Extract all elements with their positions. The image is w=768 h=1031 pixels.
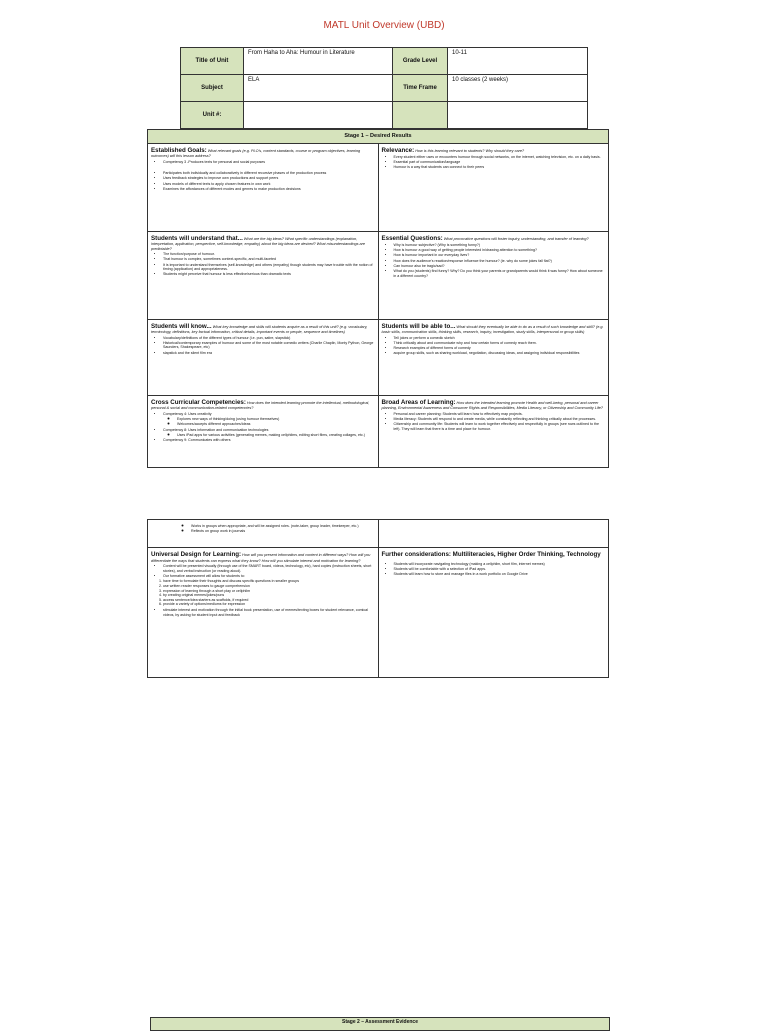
know-item: • Historical/contemporary examples of humour and some of the most notable comedic writers (Charlie Chaplin, Monty Python, George Saunders, Shakespeare, etc) <box>163 341 375 350</box>
able-prompt: What should they eventually be able to do as a result of such knowledge and skill? (e.g. basic skills, communication skills, thinking skills, research, inquiry, investigation, study skills, interpersonal or group skills) <box>381 324 604 335</box>
time-frame-label: Time Frame <box>393 75 448 102</box>
questions-prompt: What provocative questions will foster inquiry, understanding, and transfer of learning? <box>443 236 589 241</box>
ccc-competency <box>163 428 375 438</box>
question-item: • Why is humour subjective? (Why is something funny?) <box>394 243 606 248</box>
relevance-prompt: How is this learning relevant to students? Why should they care? <box>415 148 525 153</box>
empty-value-cell <box>448 102 588 129</box>
relevance-title: Relevance: <box>381 146 415 154</box>
document-title: MATL Unit Overview (UBD) <box>323 20 445 31</box>
established-goals-cell <box>148 143 379 231</box>
udl-item: • stimulate interest and motivation through the initial book presentation, use of memes/texting boxes for student relevance, comical videos, by asking for student input and feedback <box>163 608 375 617</box>
goal-item: • Competency 3 -Produces texts for personal and social purposes <box>163 160 375 165</box>
unit-number-label: Unit #: <box>181 102 244 129</box>
broad-item: • Citizenship and community life: Students will learn to work together effectively and respectfully in groups (see rows outlined to the left). They will learn that there is a time and place for humour. <box>394 422 606 431</box>
further-item: • Students will incorporate navigating technology (making a cellphilm, short film, internet memes) <box>394 562 606 567</box>
further-considerations-cell <box>378 548 609 678</box>
able-title: Students will be able to... <box>381 322 456 330</box>
relevance-item: • Essential part of communication/language <box>394 160 606 165</box>
question-item: • What do you (students) find funny? Why? Do you think your parents or grandparents would think it was funny? How about someone in a different country? <box>394 269 606 278</box>
students-know-cell <box>148 319 379 395</box>
goals-title: Established Goals: <box>151 146 207 154</box>
subject-label: Subject <box>181 75 244 102</box>
continued-cell <box>148 520 379 548</box>
question-item: • Can humour also be tragic/sad? <box>394 264 606 269</box>
know-prompt: What key knowledge and skills will students acquire as a result of this unit? (e.g. vocabulary, terminology, definitions, key factual information, critical details, important events or people, sequence and timelines) <box>151 324 368 335</box>
broad-title: Broad Areas of Learning: <box>381 398 456 406</box>
broad-item: • Personal and career planning: Students will learn how to effectively map projects. <box>394 412 606 417</box>
unit-info-table <box>180 47 588 129</box>
udl-item: • Content will be presented visually (through use of the SMART board, videos, technology, etc), hard copies (instruction sheets, short stories), and verbal instruction (or reading aloud). <box>163 564 375 573</box>
title-of-unit-label: Title of Unit <box>181 48 244 75</box>
udl-item: • Our formative assessment will allow for students to: <box>163 574 375 579</box>
able-item: • Tell jokes or perform a comedic sketch <box>394 336 606 341</box>
goal-item: • Participates both individually and collaboratively in different recursive phases of the production process <box>163 171 375 176</box>
page2-table <box>147 519 609 678</box>
question-item: • How is humour important in our everyday lives? <box>394 253 606 258</box>
further-title: Further considerations: Multiliteracies, Higher Order Thinking, Technology <box>381 551 601 558</box>
questions-title: Essential Questions: <box>381 234 443 242</box>
relevance-cell <box>378 143 609 231</box>
unit-number-value <box>244 102 393 129</box>
understand-item: • That humour is complex, sometimes context-specific, and multi-faceted <box>163 257 375 262</box>
ccc-sub-item: ◦ Uses iPad apps for various activities (generating memes, making cellphilms, editing short films, creating collages, etc.) <box>177 433 375 438</box>
ccc-c8-text: Competency 8: Uses information and communication technologies <box>163 427 269 432</box>
stage1-header: Stage 1 – Desired Results <box>148 130 609 144</box>
grade-level-label: Grade Level <box>393 48 448 75</box>
able-item: • acquire group skills, such as sharing workload, negotiation, discussing ideas, and assigning individual responsibilities <box>394 351 606 356</box>
know-item: • Vocabulary/definitions of the different types of humour (i.e. pun, satire, slapstick) <box>163 336 375 341</box>
stage1-table <box>147 129 609 468</box>
stage2-header: Stage 2 – Assessment Evidence <box>150 1017 610 1031</box>
continued-empty-cell <box>378 520 609 548</box>
understand-item: • It is important to understand themselves (self-knowledge) and others (empathy) though students may have trouble with the notion of timing (application) and appropriateness. <box>163 263 375 272</box>
students-able-cell <box>378 319 609 395</box>
understand-item: • The function/purpose of humour. <box>163 252 375 257</box>
understand-item: • Students might perceive that humour is less effective/serious than dramatic texts <box>163 272 375 277</box>
know-title: Students will know... <box>151 322 212 330</box>
understand-title: Students will understand that... <box>151 234 243 242</box>
udl-numbered-item: 2. use written reader responses to gauge comprehension <box>163 584 375 589</box>
broad-prompt: How does the intended learning promote Health and well-being, personal and career planning, Environmental Awareness and Consumer Rights and Responsibilities, Media Literacy, or Citizenship and Community Life? <box>381 400 604 411</box>
goal-item: • Examines the affordances of different modes and genres to make production decisions <box>163 187 375 192</box>
know-item: • slapstick and the silent film era <box>163 351 375 356</box>
udl-prompt: How will you present information and content in different ways? How will you differentiate the ways that students can express what they know? How will you stimulate interest and motivation for learning? <box>151 553 371 563</box>
broad-item: • Media literacy: Students will respond to and create media, while constantly reflecting and thinking critically about the processes. <box>394 417 606 422</box>
cross-curricular-cell <box>148 395 379 467</box>
understand-prompt: What are the big ideas? What specific understandings (explanation, interpretation, application, perspective, self-knowledge, empathy) about the big ideas are desired? What misunderstandings are predictable? <box>151 236 366 251</box>
broad-areas-cell <box>378 395 609 467</box>
udl-numbered-item: 6. provide a variety of options/mediums for expression <box>163 602 375 607</box>
udl-numbered-item: 5. access sentence/idea starters as scaffolds, if required <box>163 598 375 603</box>
goal-item: • Uses models of different texts to apply chosen features in own work <box>163 182 375 187</box>
udl-numbered-item: 1. have time to formulate their thoughts and discuss specific questions in smaller groups <box>163 579 375 584</box>
ccc-title: Cross Curricular Competencies: <box>151 398 246 406</box>
essential-questions-cell <box>378 231 609 319</box>
relevance-item: • Humour is a way that students can connect to their peers <box>394 165 606 170</box>
subject-value: ELA <box>244 75 393 102</box>
time-frame-value: 10 classes (2 weeks) <box>448 75 588 102</box>
understand-cell <box>148 231 379 319</box>
ccc-sub-item: ◦ Explores new ways of thinking/doing (using humour themselves) <box>177 417 375 422</box>
able-item: • Research examples of different forms of comedy <box>394 346 606 351</box>
further-item: • Students will learn how to store and manage files in a work portfolio on Google Drive <box>394 572 606 577</box>
grade-level-value: 10-11 <box>448 48 588 75</box>
udl-numbered-item: 4. by creating original memes/jokes/puns <box>163 593 375 598</box>
udl-title: Universal Design for Learning: <box>151 551 242 558</box>
continued-item: ◦ Works in groups when appropriate, and will be assigned roles. (note-taker, group leader, timekeeper, etc.) <box>191 524 375 529</box>
goals-prompt: What relevant goals (e.g. PLO's, content standards, course or program objectives, learning outcomes) will this lesson address? <box>151 148 361 159</box>
udl-numbered-item: 3. expression of learning through a short play or cellphilm <box>163 589 375 594</box>
ccc-competency <box>163 412 375 427</box>
empty-label-cell <box>393 102 448 129</box>
title-of-unit-value: From Haha to Aha: Humour in Literature <box>244 48 393 75</box>
relevance-item: • Every student either uses or encounters humour through social networks, on the internet, watching television, etc. on a daily basis. <box>394 155 606 160</box>
question-item: • How is humour a good way of getting people interested in/drawing attention to something? <box>394 248 606 253</box>
udl-cell <box>148 548 379 678</box>
ccc-sub-item: ◦ Welcomes/accepts different approaches/ideas <box>177 422 375 427</box>
ccc-prompt: How does the intended learning promote the intellectual, methodological, personal & social and communication-related competencies? <box>151 400 370 411</box>
ccc-c4-text: Competency 4: Uses creativity <box>163 411 212 416</box>
ccc-competency: • Competency 9: Communicates with others <box>163 438 375 443</box>
able-item: • Think critically about and communicate why and how certain forms of comedy reach them. <box>394 341 606 346</box>
goal-item: • Uses feedback strategies to improve own productions and support peers <box>163 176 375 181</box>
question-item: • How does the audience's reaction/response influence the humour? (ie. why do some jokes fall flat?) <box>394 259 606 264</box>
further-item: • Students will be comfortable with a selection of iPad apps. <box>394 567 606 572</box>
continued-item: ◦ Reflects on group work in journals <box>191 529 375 534</box>
